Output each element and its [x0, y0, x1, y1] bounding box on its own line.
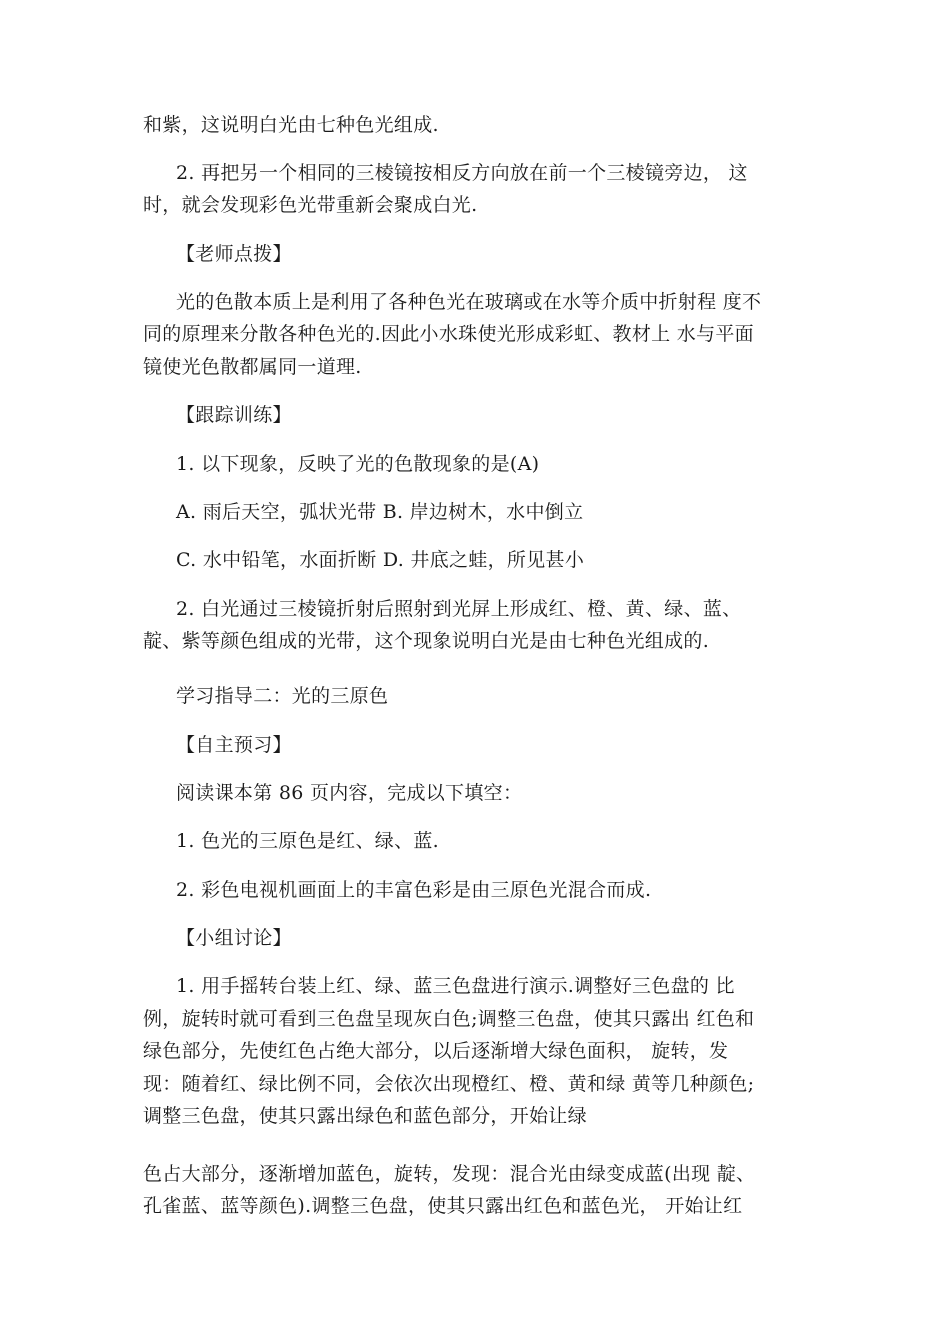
text-line: 1. 色光的三原色是红、绿、蓝.: [176, 830, 440, 852]
section-heading: 【自主预习】: [176, 734, 292, 756]
text-line: 靛、紫等颜色组成的光带，这个现象说明白光是由七种色光组成的.: [143, 630, 710, 652]
text-line: 2. 白光通过三棱镜折射后照射到光屏上形成红、橙、黄、绿、蓝、: [176, 598, 742, 620]
text-line: 镜使光色散都属同一道理.: [143, 356, 362, 378]
text-line: 2. 彩色电视机画面上的丰富色彩是由三原色光混合而成.: [176, 879, 652, 901]
section-heading: 【老师点拨】: [176, 243, 292, 265]
text-line: A. 雨后天空，弧状光带 B. 岸边树木，水中倒立: [176, 501, 584, 523]
text-line: 例，旋转时就可看到三色盘呈现灰白色;调整三色盘，使其只露出 红色和: [143, 1008, 755, 1030]
text-line: 时，就会发现彩色光带重新会聚成白光.: [143, 194, 478, 216]
text-line: 2. 再把另一个相同的三棱镜按相反方向放在前一个三棱镜旁边， 这: [176, 162, 748, 184]
text-line: 光的色散本质上是利用了各种色光在玻璃或在水等介质中折射程 度不: [176, 291, 762, 313]
text-line: 绿色部分，先使红色占绝大部分，以后逐渐增大绿色面积， 旋转，发: [143, 1040, 729, 1062]
text-line: 1. 用手摇转台装上红、绿、蓝三色盘进行演示.调整好三色盘的 比: [176, 975, 735, 997]
text-line: 孔雀蓝、蓝等颜色).调整三色盘，使其只露出红色和蓝色光， 开始让红: [143, 1195, 743, 1217]
text-line: 阅读课本第 86 页内容，完成以下填空：: [176, 782, 523, 804]
section-heading: 【跟踪训练】: [176, 404, 292, 426]
text-line: 和紫，这说明白光由七种色光组成.: [143, 114, 439, 136]
text-line: C. 水中铅笔，水面折断 D. 井底之蛙，所见甚小: [176, 549, 585, 571]
text-line: 调整三色盘，使其只露出绿色和蓝色部分，开始让绿: [143, 1105, 587, 1127]
text-line: 同的原理来分散各种色光的.因此小水珠使光形成彩虹、教材上 水与平面: [143, 323, 754, 345]
text-line: 色占大部分，逐渐增加蓝色，旋转，发现：混合光由绿变成蓝(出现 靛、: [143, 1163, 756, 1185]
text-line: 1. 以下现象，反映了光的色散现象的是(A): [176, 453, 540, 475]
text-line: 现：随着红、绿比例不同，会依次出现橙红、橙、黄和绿 黄等几种颜色;: [143, 1073, 755, 1095]
section-heading: 【小组讨论】: [176, 927, 292, 949]
section-heading: 学习指导二：光的三原色: [176, 685, 389, 707]
